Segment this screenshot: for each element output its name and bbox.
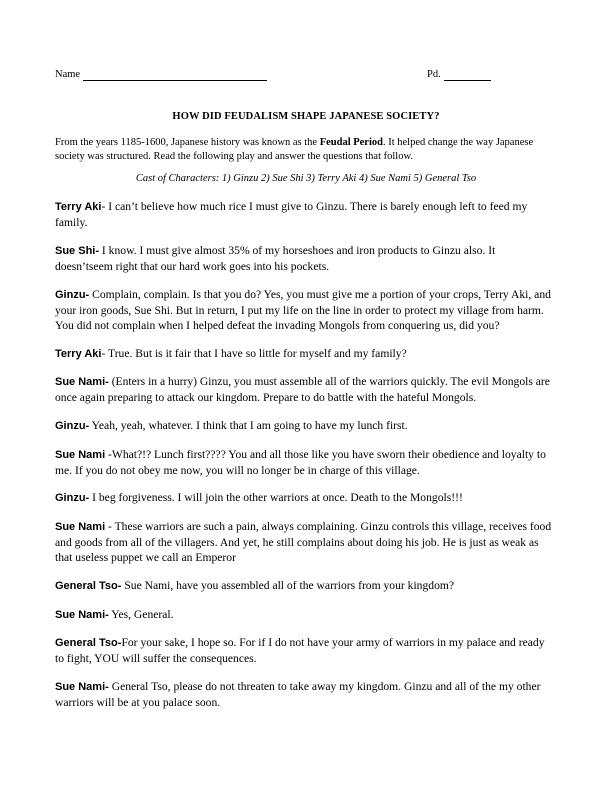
dialogue-text: I beg forgiveness. I will join the other warriors at once. Death to the Mongols!!! <box>89 491 463 505</box>
intro-bold-term: Feudal Period <box>319 137 383 148</box>
speaker-name: Ginzu- <box>55 288 90 301</box>
student-info-line <box>55 69 495 83</box>
speaker-name: Sue Nami <box>55 448 106 461</box>
dialogue-line <box>55 418 555 434</box>
name-label: Name <box>55 69 81 80</box>
dialogue-text: General Tso, please do not threaten to take away my kingdom. Ginzu and all of the my other warriors will be at you palace soon. <box>55 679 541 710</box>
period-blank-line <box>444 80 491 81</box>
name-blank-line <box>83 80 267 81</box>
dialogue-text: Sue Nami, have you assembled all of the warriors from your kingdom? <box>121 578 455 592</box>
dialogue-line <box>55 519 555 566</box>
speaker-name: Ginzu- <box>55 492 90 505</box>
speaker-name: Ginzu- <box>55 419 90 432</box>
cast-of-characters: Cast of Characters: 1) Ginzu 2) Sue Shi 3) Terry Aki 4) Sue Nami 5) General Tso <box>135 173 477 184</box>
dialogue-text: -What?!? Lunch first???? You and all those like you have sworn their obedience and loyalty to me. If you do not obey me now, you will no longer be in charge of this village. <box>55 447 546 477</box>
play-script <box>55 199 555 723</box>
speaker-name: General Tso- <box>55 579 122 592</box>
dialogue-text: (Enters in a hurry) Ginzu, you must assemble all of the warriors quickly. The evil Mongols are once again preparing to attack our kingdom. Prepare to do battle with the hateful Mongols. <box>55 375 550 405</box>
dialogue-text: For your sake, I hope so. For if I do not have your army of warriors in my palace and ready to fight, YOU will suffer the consequences. <box>55 636 545 666</box>
dialogue-line <box>55 490 555 506</box>
intro-paragraph <box>55 136 555 164</box>
dialogue-text: - These warriors are such a pain, always complaining. Ginzu controls this village, receives food and goods from all of the villagers. And yet, he still complains about doing his job. He is just as weak as that useless puppet we call an Emperor <box>55 519 552 565</box>
dialogue-text: Yes, General. <box>108 607 174 621</box>
dialogue-line <box>55 243 555 274</box>
speaker-name: Sue Shi- <box>55 244 100 257</box>
dialogue-line <box>55 287 555 334</box>
dialogue-line <box>55 447 555 478</box>
dialogue-text: - I can’t believe how much rice I must give to Ginzu. There is barely enough left to feed my family. <box>55 200 528 230</box>
dialogue-text: Complain, complain. Is that you do? Yes, you must give me a portion of your crops, Terry Aki, and your iron goods, Sue Shi. But in return, I put my life on the line in order to protect my village from harm. You did not complain when I helped defeat the invading Mongols from conquering us, did you? <box>55 287 551 332</box>
dialogue-line <box>55 607 555 623</box>
intro-text-start: From the years 1185-1600, Japanese history was known as the <box>55 137 320 148</box>
dialogue-text: Yeah, yeah, whatever. I think that I am going to have my lunch first. <box>89 418 408 432</box>
speaker-name: Sue Nami <box>55 520 106 533</box>
dialogue-line <box>55 679 555 710</box>
period-label: Pd. <box>427 69 441 80</box>
dialogue-line <box>55 199 555 230</box>
speaker-name: Terry Aki <box>55 201 102 213</box>
dialogue-text: - True. But is it fair that I have so little for myself and my family? <box>101 346 407 360</box>
dialogue-line <box>55 578 555 594</box>
intro-text-end: . It helped change the way Japanese society was structured. Read the following play and answer the questions that follow. <box>55 137 534 162</box>
speaker-name: Sue Nami- <box>55 608 109 621</box>
speaker-name: Sue Nami- <box>55 680 109 693</box>
dialogue-line <box>55 635 555 666</box>
speaker-name: Sue Nami- <box>55 376 109 389</box>
speaker-name: General Tso- <box>55 637 122 650</box>
page-title: HOW DID FEUDALISM SHAPE JAPANESE SOCIETY? <box>172 111 440 122</box>
speaker-name: Terry Aki <box>55 347 102 360</box>
dialogue-text: I know. I must give almost 35% of my horseshoes and iron products to Ginzu also. It doesn’tseem right that our hard work goes into his pockets. <box>55 243 496 273</box>
dialogue-line <box>55 374 555 405</box>
dialogue-line <box>55 346 555 362</box>
